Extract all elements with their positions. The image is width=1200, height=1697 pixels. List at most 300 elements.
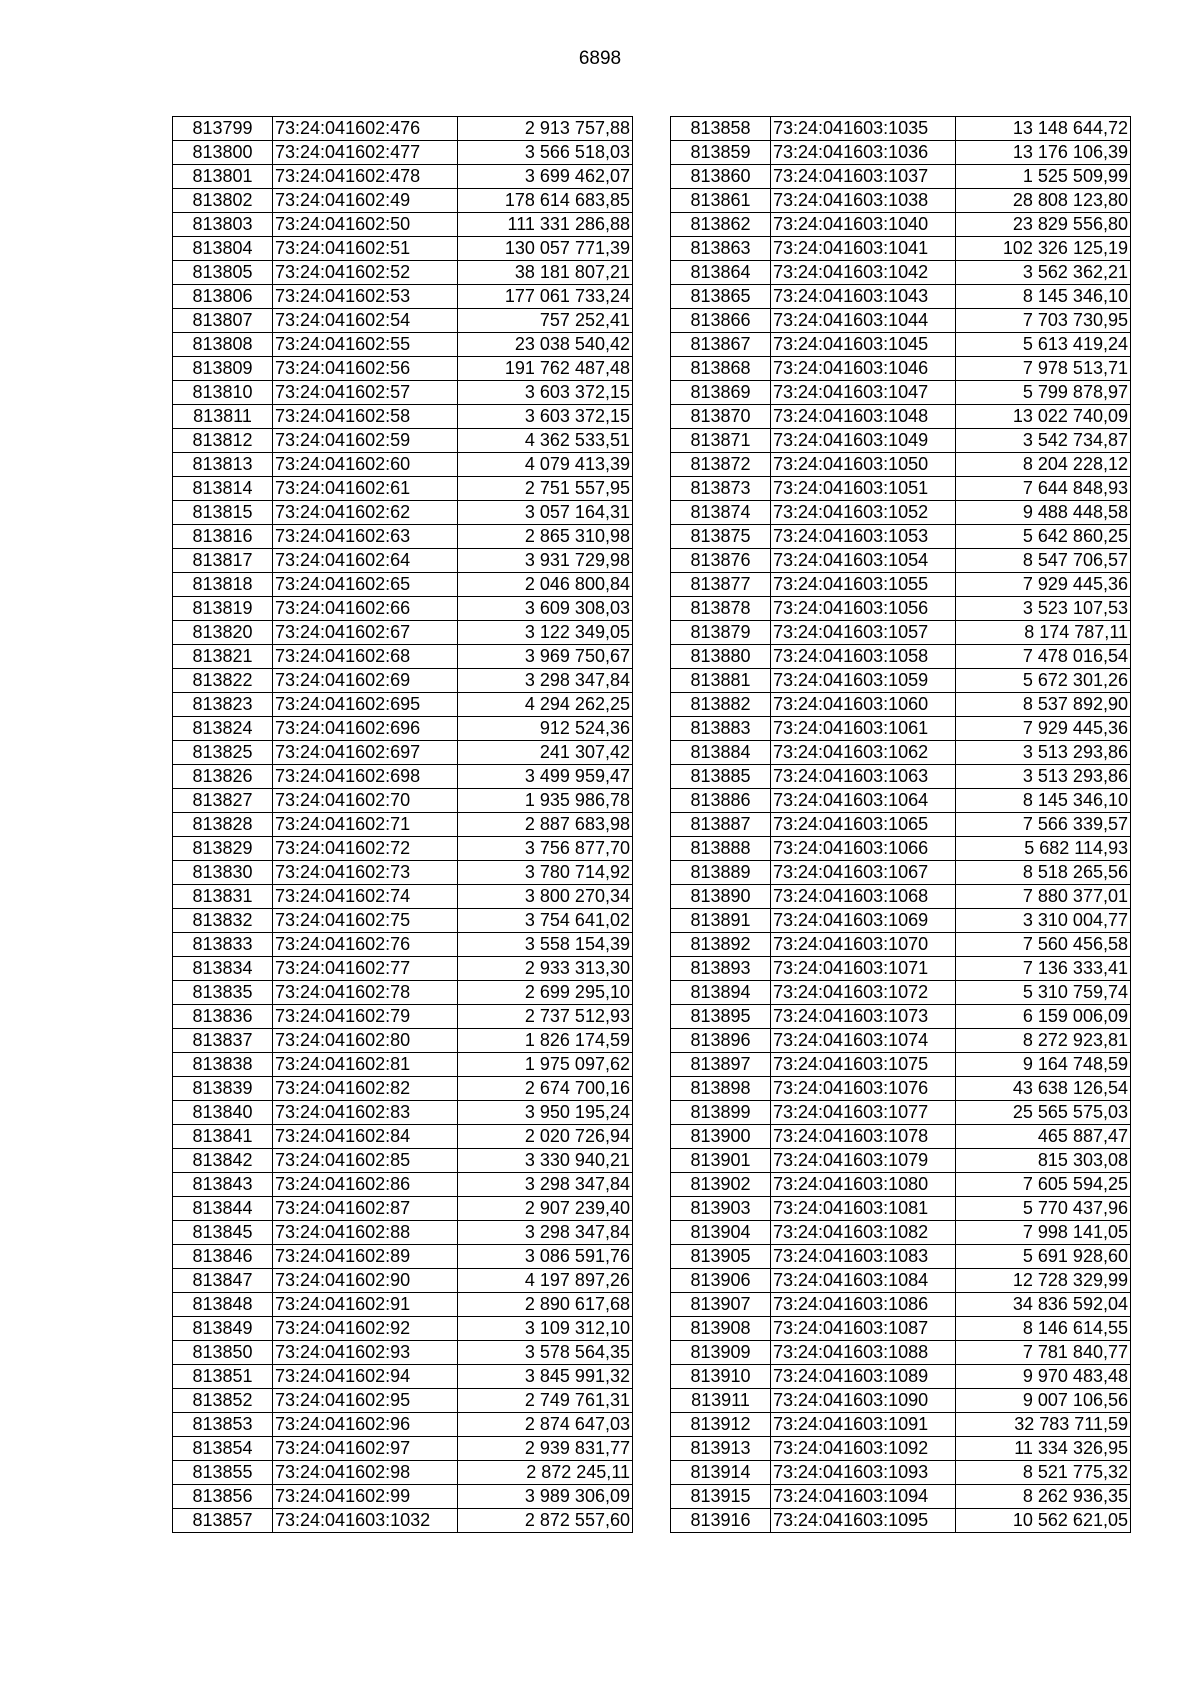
table-row (671, 837, 1131, 861)
table-row (671, 405, 1131, 429)
row-number: 813913 (671, 1437, 771, 1461)
cadastral-number: 73:24:041603:1072 (771, 981, 956, 1005)
row-number: 813896 (671, 1029, 771, 1053)
table-row (173, 957, 633, 981)
cadastral-value: 13 022 740,09 (956, 405, 1131, 429)
row-number: 813903 (671, 1197, 771, 1221)
row-number: 813804 (173, 237, 273, 261)
row-number: 813815 (173, 501, 273, 525)
cadastral-value: 5 770 437,96 (956, 1197, 1131, 1221)
cadastral-value: 9 488 448,58 (956, 501, 1131, 525)
cadastral-number: 73:24:041603:1094 (771, 1485, 956, 1509)
row-number: 813889 (671, 861, 771, 885)
cadastral-value: 2 749 761,31 (458, 1389, 633, 1413)
table-row (671, 1461, 1131, 1485)
cadastral-value: 111 331 286,88 (458, 213, 633, 237)
row-number: 813866 (671, 309, 771, 333)
table-row (671, 1077, 1131, 1101)
cadastral-value: 32 783 711,59 (956, 1413, 1131, 1437)
row-number: 813908 (671, 1317, 771, 1341)
cadastral-number: 73:24:041602:51 (273, 237, 458, 261)
cadastral-value: 13 148 644,72 (956, 117, 1131, 141)
table-row (173, 669, 633, 693)
cadastral-number: 73:24:041603:1036 (771, 141, 956, 165)
cadastral-table-left (172, 116, 633, 1533)
cadastral-number: 73:24:041603:1074 (771, 1029, 956, 1053)
row-number: 813805 (173, 261, 273, 285)
row-number: 813867 (671, 333, 771, 357)
row-number: 813879 (671, 621, 771, 645)
cadastral-value: 25 565 575,03 (956, 1101, 1131, 1125)
row-number: 813916 (671, 1509, 771, 1533)
table-row (173, 429, 633, 453)
row-number: 813877 (671, 573, 771, 597)
row-number: 813875 (671, 525, 771, 549)
table-row (671, 981, 1131, 1005)
cadastral-number: 73:24:041602:85 (273, 1149, 458, 1173)
cadastral-value: 7 560 456,58 (956, 933, 1131, 957)
cadastral-number: 73:24:041602:93 (273, 1341, 458, 1365)
cadastral-value: 3 499 959,47 (458, 765, 633, 789)
cadastral-number: 73:24:041602:476 (273, 117, 458, 141)
cadastral-number: 73:24:041603:1047 (771, 381, 956, 405)
cadastral-value: 9 007 106,56 (956, 1389, 1131, 1413)
table-row (173, 645, 633, 669)
cadastral-number: 73:24:041603:1067 (771, 861, 956, 885)
table-row (671, 1437, 1131, 1461)
cadastral-number: 73:24:041603:1073 (771, 1005, 956, 1029)
cadastral-number: 73:24:041603:1062 (771, 741, 956, 765)
cadastral-value: 1 935 986,78 (458, 789, 633, 813)
table-row (671, 861, 1131, 885)
cadastral-number: 73:24:041603:1092 (771, 1437, 956, 1461)
table-row (173, 1149, 633, 1173)
cadastral-value: 3 122 349,05 (458, 621, 633, 645)
table-row (671, 117, 1131, 141)
cadastral-number: 73:24:041602:69 (273, 669, 458, 693)
row-number: 813848 (173, 1293, 273, 1317)
cadastral-value: 4 079 413,39 (458, 453, 633, 477)
table-row (173, 1341, 633, 1365)
row-number: 813861 (671, 189, 771, 213)
table-row (671, 141, 1131, 165)
row-number: 813823 (173, 693, 273, 717)
cadastral-value: 5 310 759,74 (956, 981, 1131, 1005)
cadastral-number: 73:24:041602:87 (273, 1197, 458, 1221)
table-row (671, 1245, 1131, 1269)
row-number: 813906 (671, 1269, 771, 1293)
cadastral-number: 73:24:041603:1038 (771, 189, 956, 213)
row-number: 813878 (671, 597, 771, 621)
cadastral-number: 73:24:041603:1081 (771, 1197, 956, 1221)
cadastral-value: 8 145 346,10 (956, 789, 1131, 813)
cadastral-value: 102 326 125,19 (956, 237, 1131, 261)
table-row (671, 453, 1131, 477)
row-number: 813827 (173, 789, 273, 813)
cadastral-value: 43 638 126,54 (956, 1077, 1131, 1101)
cadastral-value: 2 874 647,03 (458, 1413, 633, 1437)
row-number: 813911 (671, 1389, 771, 1413)
cadastral-number: 73:24:041603:1068 (771, 885, 956, 909)
table-row (173, 741, 633, 765)
table-row (671, 309, 1131, 333)
row-number: 813811 (173, 405, 273, 429)
cadastral-number: 73:24:041602:72 (273, 837, 458, 861)
cadastral-number: 73:24:041603:1079 (771, 1149, 956, 1173)
table-row (173, 381, 633, 405)
table-row (671, 1341, 1131, 1365)
cadastral-number: 73:24:041602:58 (273, 405, 458, 429)
cadastral-number: 73:24:041602:84 (273, 1125, 458, 1149)
table-row (671, 789, 1131, 813)
cadastral-value: 3 566 518,03 (458, 141, 633, 165)
table-row (671, 765, 1131, 789)
cadastral-value: 7 880 377,01 (956, 885, 1131, 909)
cadastral-number: 73:24:041603:1093 (771, 1461, 956, 1485)
row-number: 813860 (671, 165, 771, 189)
table-row (671, 1389, 1131, 1413)
row-number: 813843 (173, 1173, 273, 1197)
cadastral-value: 2 674 700,16 (458, 1077, 633, 1101)
table-row (173, 597, 633, 621)
cadastral-number: 73:24:041602:91 (273, 1293, 458, 1317)
cadastral-number: 73:24:041602:98 (273, 1461, 458, 1485)
cadastral-number: 73:24:041602:64 (273, 549, 458, 573)
row-number: 813821 (173, 645, 273, 669)
cadastral-value: 3 310 004,77 (956, 909, 1131, 933)
row-number: 813840 (173, 1101, 273, 1125)
cadastral-value: 7 929 445,36 (956, 573, 1131, 597)
cadastral-number: 73:24:041602:698 (273, 765, 458, 789)
cadastral-value: 12 728 329,99 (956, 1269, 1131, 1293)
cadastral-number: 73:24:041603:1045 (771, 333, 956, 357)
cadastral-value: 8 518 265,56 (956, 861, 1131, 885)
row-number: 813808 (173, 333, 273, 357)
cadastral-value: 10 562 621,05 (956, 1509, 1131, 1533)
cadastral-value: 13 176 106,39 (956, 141, 1131, 165)
cadastral-value: 3 542 734,87 (956, 429, 1131, 453)
row-number: 813819 (173, 597, 273, 621)
row-number: 813806 (173, 285, 273, 309)
row-number: 813854 (173, 1437, 273, 1461)
table-row (671, 285, 1131, 309)
cadastral-number: 73:24:041603:1054 (771, 549, 956, 573)
cadastral-number: 73:24:041602:50 (273, 213, 458, 237)
cadastral-value: 3 558 154,39 (458, 933, 633, 957)
table-row (671, 1269, 1131, 1293)
row-number: 813873 (671, 477, 771, 501)
cadastral-number: 73:24:041603:1087 (771, 1317, 956, 1341)
row-number: 813909 (671, 1341, 771, 1365)
row-number: 813864 (671, 261, 771, 285)
cadastral-value: 3 513 293,86 (956, 741, 1131, 765)
table-row (671, 813, 1131, 837)
row-number: 813905 (671, 1245, 771, 1269)
table-row (173, 1389, 633, 1413)
row-number: 813836 (173, 1005, 273, 1029)
row-number: 813858 (671, 117, 771, 141)
row-number: 813907 (671, 1293, 771, 1317)
cadastral-number: 73:24:041602:75 (273, 909, 458, 933)
cadastral-value: 1 826 174,59 (458, 1029, 633, 1053)
table-row (671, 1005, 1131, 1029)
cadastral-number: 73:24:041603:1056 (771, 597, 956, 621)
cadastral-number: 73:24:041603:1059 (771, 669, 956, 693)
cadastral-value: 5 799 878,97 (956, 381, 1131, 405)
cadastral-value: 23 038 540,42 (458, 333, 633, 357)
row-number: 813826 (173, 765, 273, 789)
cadastral-value: 7 929 445,36 (956, 717, 1131, 741)
cadastral-value: 2 872 557,60 (458, 1509, 633, 1533)
cadastral-number: 73:24:041602:96 (273, 1413, 458, 1437)
cadastral-number: 73:24:041602:83 (273, 1101, 458, 1125)
table-row (173, 1077, 633, 1101)
row-number: 813810 (173, 381, 273, 405)
table-row (173, 1125, 633, 1149)
cadastral-value: 3 603 372,15 (458, 405, 633, 429)
cadastral-number: 73:24:041603:1083 (771, 1245, 956, 1269)
cadastral-value: 7 136 333,41 (956, 957, 1131, 981)
cadastral-number: 73:24:041602:74 (273, 885, 458, 909)
cadastral-value: 912 524,36 (458, 717, 633, 741)
table-row (173, 693, 633, 717)
table-row (173, 501, 633, 525)
cadastral-number: 73:24:041602:76 (273, 933, 458, 957)
table-row (173, 909, 633, 933)
cadastral-value: 241 307,42 (458, 741, 633, 765)
table-row (173, 285, 633, 309)
table-row (173, 1461, 633, 1485)
cadastral-number: 73:24:041603:1071 (771, 957, 956, 981)
row-number: 813912 (671, 1413, 771, 1437)
row-number: 813885 (671, 765, 771, 789)
table-row (671, 381, 1131, 405)
cadastral-value: 3 950 195,24 (458, 1101, 633, 1125)
cadastral-value: 38 181 807,21 (458, 261, 633, 285)
table-row (173, 237, 633, 261)
row-number: 813869 (671, 381, 771, 405)
row-number: 813901 (671, 1149, 771, 1173)
cadastral-value: 3 109 312,10 (458, 1317, 633, 1341)
row-number: 813799 (173, 117, 273, 141)
cadastral-value: 2 046 800,84 (458, 573, 633, 597)
table-row (671, 1293, 1131, 1317)
table-row (173, 1005, 633, 1029)
cadastral-value: 3 754 641,02 (458, 909, 633, 933)
cadastral-number: 73:24:041603:1084 (771, 1269, 956, 1293)
row-number: 813844 (173, 1197, 273, 1221)
cadastral-value: 3 562 362,21 (956, 261, 1131, 285)
cadastral-value: 3 780 714,92 (458, 861, 633, 885)
cadastral-number: 73:24:041602:80 (273, 1029, 458, 1053)
cadastral-value: 11 334 326,95 (956, 1437, 1131, 1461)
row-number: 813915 (671, 1485, 771, 1509)
table-row (173, 1413, 633, 1437)
table-row (173, 1317, 633, 1341)
cadastral-value: 28 808 123,80 (956, 189, 1131, 213)
cadastral-number: 73:24:041602:89 (273, 1245, 458, 1269)
table-body (173, 117, 633, 1533)
table-row (671, 645, 1131, 669)
cadastral-number: 73:24:041603:1095 (771, 1509, 956, 1533)
row-number: 813832 (173, 909, 273, 933)
row-number: 813898 (671, 1077, 771, 1101)
row-number: 813874 (671, 501, 771, 525)
table-row (173, 1197, 633, 1221)
cadastral-value: 2 933 313,30 (458, 957, 633, 981)
row-number: 813892 (671, 933, 771, 957)
table-row (173, 1485, 633, 1509)
cadastral-value: 7 478 016,54 (956, 645, 1131, 669)
table-row (173, 525, 633, 549)
row-number: 813818 (173, 573, 273, 597)
table-row (173, 1245, 633, 1269)
cadastral-number: 73:24:041602:71 (273, 813, 458, 837)
cadastral-value: 2 872 245,11 (458, 1461, 633, 1485)
table-row (173, 933, 633, 957)
cadastral-number: 73:24:041603:1078 (771, 1125, 956, 1149)
row-number: 813883 (671, 717, 771, 741)
row-number: 813813 (173, 453, 273, 477)
table-row (671, 429, 1131, 453)
row-number: 813880 (671, 645, 771, 669)
cadastral-number: 73:24:041602:49 (273, 189, 458, 213)
row-number: 813820 (173, 621, 273, 645)
cadastral-number: 73:24:041603:1064 (771, 789, 956, 813)
table-row (173, 573, 633, 597)
cadastral-value: 3 330 940,21 (458, 1149, 633, 1173)
row-number: 813851 (173, 1365, 273, 1389)
cadastral-number: 73:24:041602:81 (273, 1053, 458, 1077)
table-row (671, 1485, 1131, 1509)
table-row (671, 189, 1131, 213)
row-number: 813801 (173, 165, 273, 189)
row-number: 813871 (671, 429, 771, 453)
cadastral-number: 73:24:041603:1061 (771, 717, 956, 741)
row-number: 813887 (671, 813, 771, 837)
cadastral-value: 3 298 347,84 (458, 669, 633, 693)
cadastral-value: 2 699 295,10 (458, 981, 633, 1005)
table-row (671, 597, 1131, 621)
cadastral-value: 465 887,47 (956, 1125, 1131, 1149)
cadastral-value: 4 362 533,51 (458, 429, 633, 453)
row-number: 813807 (173, 309, 273, 333)
cadastral-number: 73:24:041603:1077 (771, 1101, 956, 1125)
cadastral-number: 73:24:041602:59 (273, 429, 458, 453)
cadastral-value: 5 682 114,93 (956, 837, 1131, 861)
table-row (671, 165, 1131, 189)
cadastral-value: 5 613 419,24 (956, 333, 1131, 357)
cadastral-number: 73:24:041602:52 (273, 261, 458, 285)
cadastral-value: 7 644 848,93 (956, 477, 1131, 501)
cadastral-number: 73:24:041602:97 (273, 1437, 458, 1461)
table-row (671, 621, 1131, 645)
table-row (173, 309, 633, 333)
cadastral-value: 7 566 339,57 (956, 813, 1131, 837)
table-row (671, 741, 1131, 765)
cadastral-value: 8 174 787,11 (956, 621, 1131, 645)
table-row (671, 669, 1131, 693)
cadastral-value: 23 829 556,80 (956, 213, 1131, 237)
row-number: 813886 (671, 789, 771, 813)
row-number: 813914 (671, 1461, 771, 1485)
row-number: 813837 (173, 1029, 273, 1053)
table-row (173, 1437, 633, 1461)
cadastral-number: 73:24:041603:1065 (771, 813, 956, 837)
row-number: 813825 (173, 741, 273, 765)
row-number: 813800 (173, 141, 273, 165)
cadastral-number: 73:24:041602:90 (273, 1269, 458, 1293)
cadastral-number: 73:24:041602:57 (273, 381, 458, 405)
cadastral-value: 3 800 270,34 (458, 885, 633, 909)
table-row (671, 1149, 1131, 1173)
table-row (671, 957, 1131, 981)
cadastral-value: 3 578 564,35 (458, 1341, 633, 1365)
cadastral-number: 73:24:041603:1055 (771, 573, 956, 597)
table-row (671, 1101, 1131, 1125)
row-number: 813849 (173, 1317, 273, 1341)
table-row (173, 885, 633, 909)
cadastral-value: 2 890 617,68 (458, 1293, 633, 1317)
row-number: 813857 (173, 1509, 273, 1533)
cadastral-number: 73:24:041602:77 (273, 957, 458, 981)
table-row (173, 1269, 633, 1293)
table-row (173, 117, 633, 141)
table-row (671, 501, 1131, 525)
cadastral-value: 5 642 860,25 (956, 525, 1131, 549)
table-row (173, 789, 633, 813)
table-row (173, 981, 633, 1005)
table-row (671, 1509, 1131, 1533)
row-number: 813834 (173, 957, 273, 981)
row-number: 813899 (671, 1101, 771, 1125)
table-row (173, 837, 633, 861)
cadastral-number: 73:24:041603:1075 (771, 1053, 956, 1077)
cadastral-number: 73:24:041602:477 (273, 141, 458, 165)
cadastral-value: 3 756 877,70 (458, 837, 633, 861)
table-row (671, 1197, 1131, 1221)
table-row (173, 1029, 633, 1053)
row-number: 813816 (173, 525, 273, 549)
cadastral-number: 73:24:041603:1091 (771, 1413, 956, 1437)
table-row (671, 1365, 1131, 1389)
table-row (671, 549, 1131, 573)
table-row (671, 1053, 1131, 1077)
table-row (671, 933, 1131, 957)
cadastral-value: 2 907 239,40 (458, 1197, 633, 1221)
cadastral-value: 178 614 683,85 (458, 189, 633, 213)
table-row (671, 693, 1131, 717)
row-number: 813845 (173, 1221, 273, 1245)
cadastral-value: 2 939 831,77 (458, 1437, 633, 1461)
cadastral-value: 3 298 347,84 (458, 1221, 633, 1245)
cadastral-number: 73:24:041602:60 (273, 453, 458, 477)
cadastral-value: 3 969 750,67 (458, 645, 633, 669)
cadastral-number: 73:24:041602:56 (273, 357, 458, 381)
table-row (173, 477, 633, 501)
cadastral-value: 7 605 594,25 (956, 1173, 1131, 1197)
cadastral-value: 7 978 513,71 (956, 357, 1131, 381)
cadastral-number: 73:24:041603:1032 (273, 1509, 458, 1533)
cadastral-number: 73:24:041603:1049 (771, 429, 956, 453)
row-number: 813882 (671, 693, 771, 717)
cadastral-number: 73:24:041602:478 (273, 165, 458, 189)
cadastral-number: 73:24:041603:1050 (771, 453, 956, 477)
cadastral-number: 73:24:041603:1082 (771, 1221, 956, 1245)
cadastral-value: 8 262 936,35 (956, 1485, 1131, 1509)
cadastral-number: 73:24:041602:94 (273, 1365, 458, 1389)
cadastral-value: 9 970 483,48 (956, 1365, 1131, 1389)
